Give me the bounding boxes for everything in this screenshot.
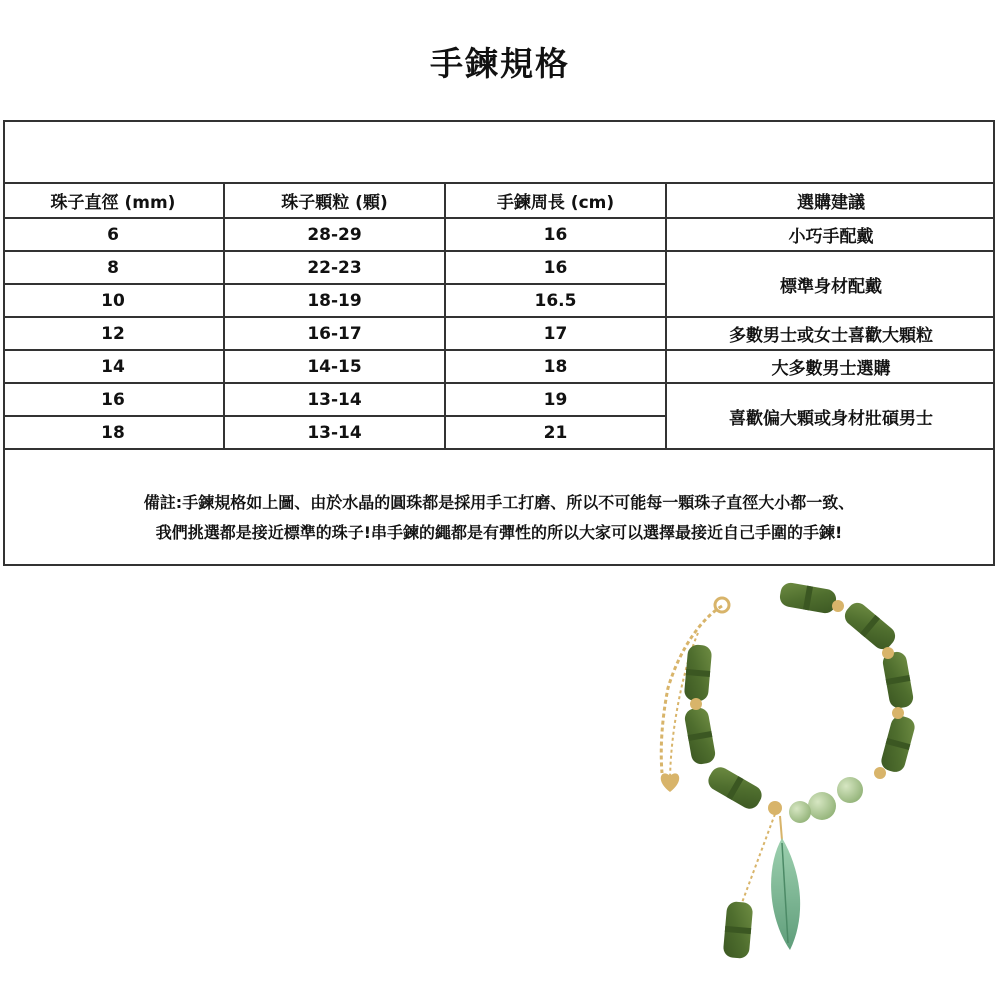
note-line-2: 我們挑選都是接近標準的珠子!串手鍊的繩都是有彈性的所以大家可以選擇最接近自己手圍的手鍊! [155,523,843,542]
cell-length: 19 [445,383,666,416]
round-bead [808,792,836,820]
cell-length: 17 [445,317,666,350]
heart-charm [661,773,679,792]
round-bead [837,777,863,803]
page-title: 手鍊規格 [430,44,570,83]
cell-count: 14-15 [224,350,445,383]
header-diameter: 珠子直徑 (mm) [3,183,224,218]
bamboo-bead [683,706,716,765]
cell-count: 22-23 [224,251,445,284]
cell-diameter: 14 [3,350,224,383]
cell-diameter: 16 [3,383,224,416]
bamboo-bead [841,599,899,653]
spec-table [3,182,995,450]
cell-diameter: 6 [3,218,224,251]
bamboo-bead [705,764,765,813]
dangle-chain [740,814,775,908]
cell-length: 16.5 [445,284,666,317]
bamboo-bead [684,644,713,702]
cell-count: 13-14 [224,383,445,416]
cell-diameter: 10 [3,284,224,317]
bamboo-bead [879,714,917,774]
gold-spacer [832,600,844,612]
cell-length: 16 [445,218,666,251]
bamboo-bead [778,581,837,614]
cell-suggestion: 小巧手配戴 [666,218,995,251]
cell-suggestion: 喜歡偏大顆或身材壯碩男士 [666,383,995,449]
cell-length: 18 [445,350,666,383]
dangle-chain [780,816,782,840]
cell-suggestion: 大多數男士選購 [666,350,995,383]
cell-count: 13-14 [224,416,445,449]
round-bead [789,801,811,823]
dangle-bamboo-bead [723,901,754,959]
cell-suggestion: 標準身材配戴 [666,251,995,317]
gold-spacer [690,698,702,710]
bamboo-bead [881,650,914,709]
header-suggestion: 選購建議 [666,183,995,218]
table-header-row [3,183,995,218]
gold-spacer [874,767,886,779]
table-row [3,317,995,350]
cell-count: 28-29 [224,218,445,251]
header-length: 手鍊周長 (cm) [445,183,666,218]
cell-diameter: 8 [3,251,224,284]
cell-length: 21 [445,416,666,449]
note-line-1: 備註:手鍊規格如上圖、由於水晶的圓珠都是採用手工打磨、所以不可能每一顆珠子直徑大小都一致、 [143,493,855,512]
gold-spacer [892,707,904,719]
cell-suggestion: 多數男士或女士喜歡大顆粒 [666,317,995,350]
clasp [715,598,729,612]
table-row [3,251,995,284]
gold-spacer [768,801,782,815]
bracelet-image [640,578,970,978]
cell-count: 16-17 [224,317,445,350]
cell-count: 18-19 [224,284,445,317]
note [3,488,995,548]
cell-length: 16 [445,251,666,284]
table-row [3,218,995,251]
cell-diameter: 12 [3,317,224,350]
gold-spacer [882,647,894,659]
table-row [3,383,995,416]
table-row [3,350,995,383]
cell-diameter: 18 [3,416,224,449]
header-count: 珠子顆粒 (顆) [224,183,445,218]
